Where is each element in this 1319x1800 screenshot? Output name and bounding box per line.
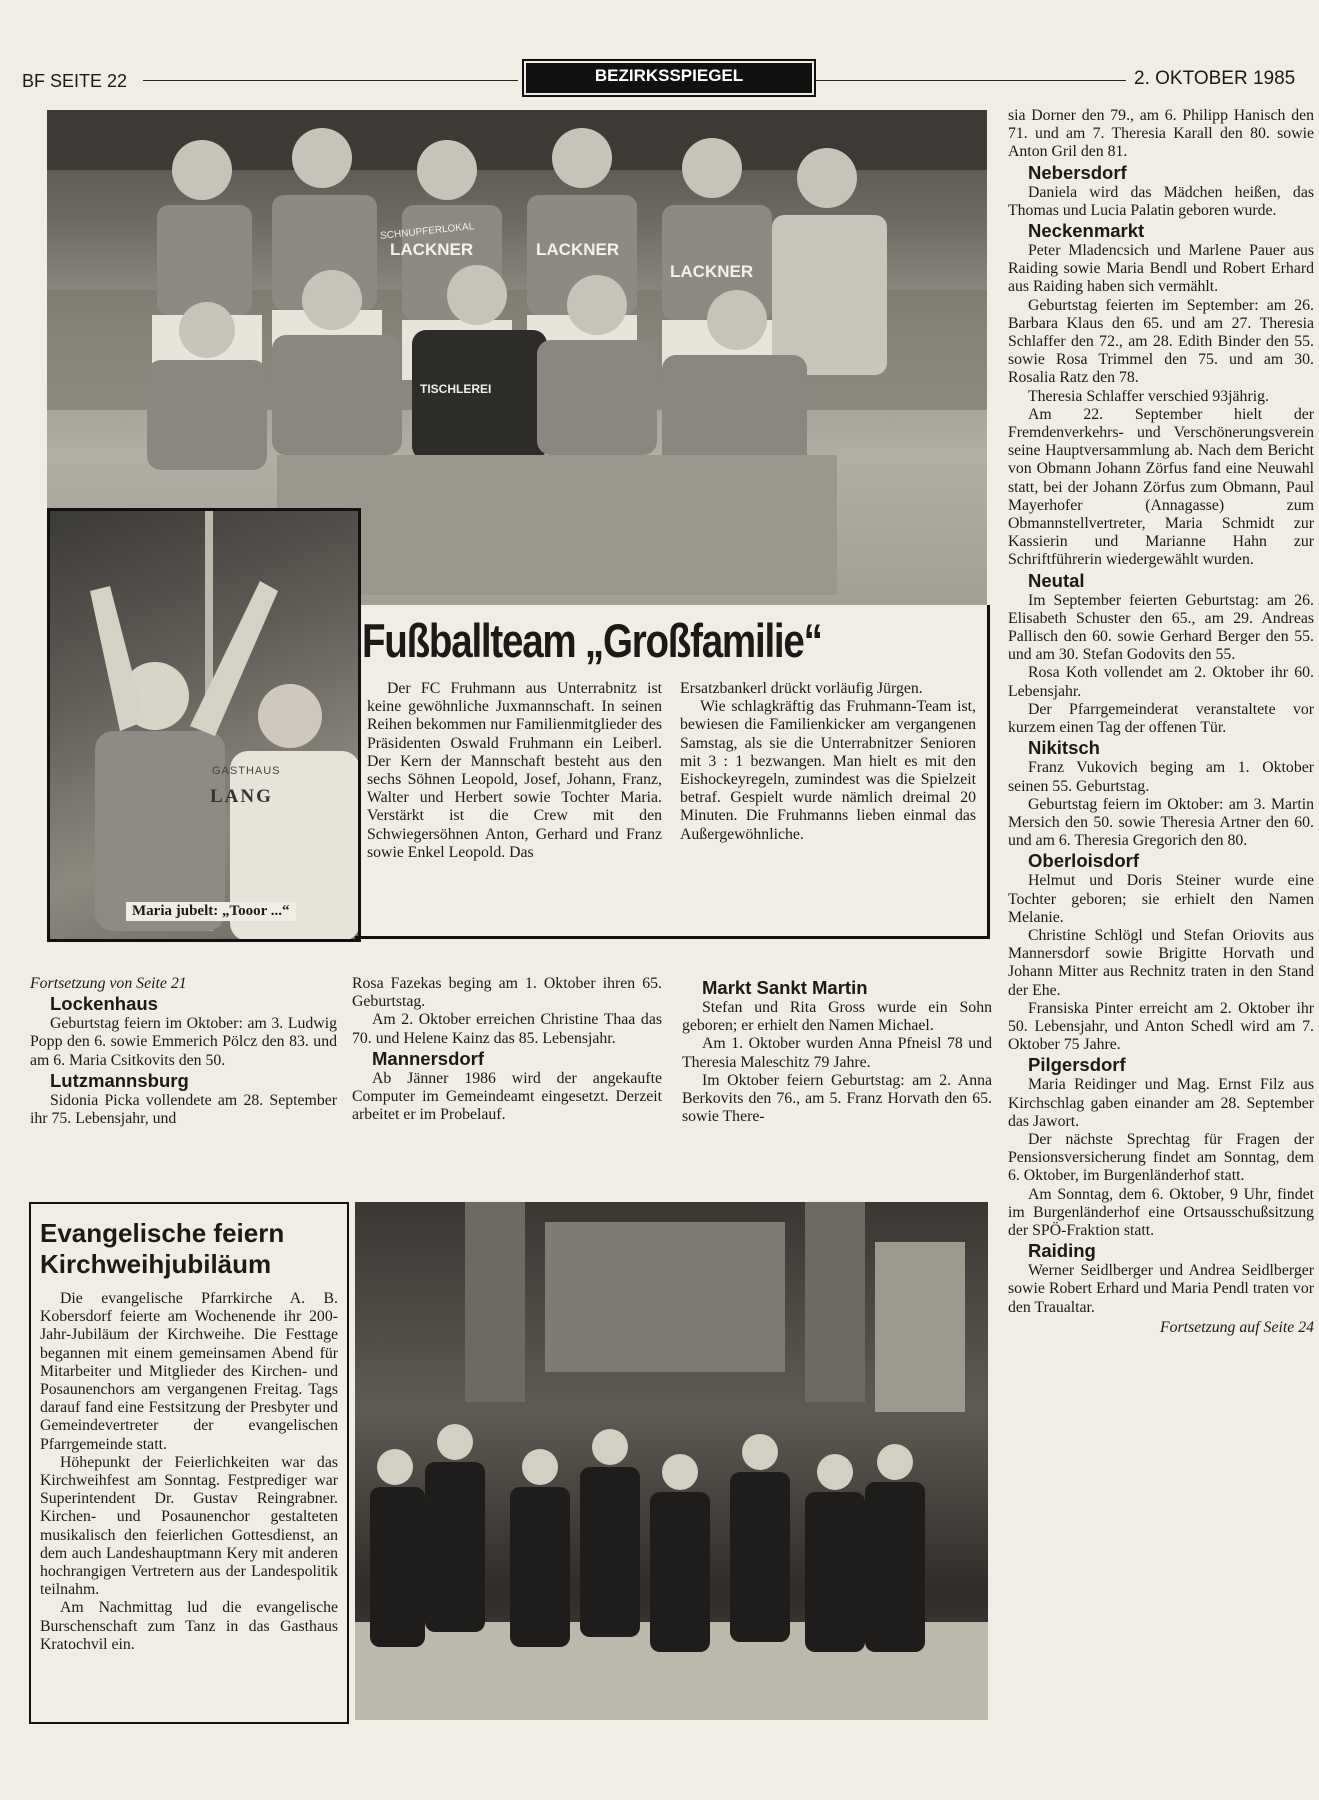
news-col-2	[352, 975, 662, 1124]
right-p0: sia Dorner den 79., am 6. Philipp Hanisch den 71. und am 7. Theresia Karall den 80. sowie Anton Gril den 81.	[1008, 107, 1314, 161]
mid-p2: Am 2. Oktober erreichen Christine Thaa das 70. und Helene Kainz das 85. Lebensjahr.	[352, 1011, 662, 1047]
football-paragraph-3: Wie schlagkräftig das Fruhmann-Team ist, bewiesen die Familienkicker am vergangenen Samstag, als sie die Unterrabnitzer Senioren mit 3 : 1 bezwangen. Man hielt es mit den Eishockeyregeln, zumindest was die Spielzeit betraf. Gespielt wurde nämlich dreimal 20 Minuten. Die Fruhmanns lieben einmal das Außergewöhnliche.	[680, 698, 976, 843]
neckenmarkt-p3: Theresia Schlaffer verschied 93jährig.	[1028, 387, 1269, 405]
lutzmannsburg-p1: Sidonia Picka vollendete am 28. September ihr 75. Lebensjahr, und	[30, 1091, 337, 1128]
oberloisdorf-p2: Christine Schlögl und Stefan Oriovits aus Mannersdorf sowie Brigitte Horvath und Johann Mitter aus Rechnitz traten in den Stand der Ehe.	[1008, 926, 1314, 999]
oberloisdorf-p3: Fransiska Pinter erreicht am 2. Oktober ihr 50. Lebensjahr, und Anton Schedl wird am 7. Oktober 75 Jahre.	[1008, 999, 1314, 1054]
continued-from-note: Fortsetzung von Seite 21	[30, 975, 187, 992]
neckenmarkt-p2: Geburtstag feierten im September: am 26. Barbara Klaus den 65. und am 27. Theresia Schlaffer den 72., am 28. Edith Binder den 55. sowie Rosa Trimmel den 75. und am 30. Rosalia Ratz den 78.	[1008, 296, 1314, 387]
heading-neckenmarkt: Neckenmarkt	[1028, 220, 1145, 242]
heading-lutzmannsburg: Lutzmannsburg	[50, 1069, 189, 1091]
heading-mannersdorf: Mannersdorf	[372, 1047, 485, 1069]
heading-raiding: Raiding	[1028, 1240, 1096, 1262]
heading-nikitsch: Nikitsch	[1028, 737, 1100, 759]
markt-p2: Am 1. Oktober wurden Anna Pfneisl 78 und Theresia Maleschitz 79 Jahre.	[682, 1035, 992, 1071]
issue-date: 2. OKTOBER 1985	[1134, 68, 1296, 89]
football-col-2	[680, 680, 976, 844]
pilgersdorf-p2: Der nächste Sprechtag für Fragen der Pensionsversicherung findet am Sonntag, dem 6. Oktober, im Burgenländerhof statt.	[1008, 1130, 1314, 1185]
football-headline: Fußballteam „Großfamilie“	[362, 614, 822, 667]
evangelisch-body	[40, 1290, 338, 1654]
pilgersdorf-p1: Maria Reidinger und Mag. Ernst Filz aus Kirchschlag gaben einander am 28. September das Jawort.	[1008, 1076, 1314, 1130]
jersey-sponsor-small: SCHNUPFERLOKAL	[379, 221, 475, 242]
neutal-p3: Der Pfarrgemeinderat veranstaltete vor kurzem einen Tag der offenen Tür.	[1008, 700, 1314, 737]
news-col-1	[30, 975, 337, 1128]
jersey-text-5: TISCHLEREI	[420, 382, 492, 396]
inset-photo-maria	[47, 508, 361, 942]
lockenhaus-p1: Geburtstag feiern im Oktober: am 3. Ludwig Popp den 6. sowie Emmerich Pölcz den 83. und am 6. Maria Csitkovits den 50.	[30, 1015, 337, 1069]
oberloisdorf-p1: Helmut und Doris Steiner wurde eine Tochter geboren; sie erhielt den Namen Melanie.	[1008, 872, 1314, 926]
evangelisch-headline: Evangelische feiern Kirchweihjubiläum	[40, 1218, 285, 1279]
jersey-text-3: LACKNER	[536, 240, 620, 259]
jersey-text-4: LACKNER	[670, 262, 754, 281]
evangelisch-p2: Höhepunkt der Feierlichkeiten war das Kirchweihfest am Sonntag. Festprediger war Superintendent Dr. Gustav Reingrabner. Kirchen- und Posaunenchor gestalteten musikalisch den feierlichen Gottesdienst, an dem auch Landeshauptmann Kery mit anderen hochrangigen Vertretern aus der Landespolitik teilnahm.	[40, 1453, 338, 1599]
jersey-text-2: LACKNER	[390, 240, 474, 259]
choir-photo	[355, 1202, 988, 1720]
mid-p1: Rosa Fazekas beging am 1. Oktober ihren 65. Geburtstag.	[352, 975, 662, 1011]
neckenmarkt-p1: Peter Mladencsich und Marlene Pauer aus Raiding sowie Maria Bendl und Robert Erhard aus Raiding haben sich vermählt.	[1008, 242, 1314, 296]
inset-jersey-gasthaus: GASTHAUS	[212, 765, 281, 777]
heading-oberloisdorf: Oberloisdorf	[1028, 850, 1140, 872]
heading-lockenhaus: Lockenhaus	[50, 993, 158, 1015]
masthead-rule-left	[143, 80, 518, 81]
neutal-p1: Im September feierten Geburtstag: am 26. Elisabeth Schuster den 65., am 29. Andreas Pallisch den 60. sowie Gerhard Berger den 55. und am 30. Stefan Godovits den 55.	[1008, 591, 1314, 664]
markt-p1: Stefan und Rita Gross wurde ein Sohn geboren; er erhielt den Namen Michael.	[682, 999, 992, 1035]
heading-neutal: Neutal	[1028, 569, 1085, 591]
heading-markt-sankt-martin: Markt Sankt Martin	[702, 977, 868, 998]
mannersdorf-p1: Ab Jänner 1986 wird der angekaufte Computer im Gemeindeamt eingesetzt. Derzeit arbeitet er im Probelauf.	[352, 1069, 662, 1124]
news-col-3	[682, 975, 992, 1126]
pilgersdorf-p3: Am Sonntag, dem 6. Oktober, 9 Uhr, findet im Burgenländerhof eine Ortsausschußsitzung der SPÖ-Fraktion statt.	[1008, 1185, 1314, 1239]
masthead-rule-right	[816, 80, 1126, 81]
news-col-right	[1008, 107, 1314, 1717]
football-paragraph-2: Ersatzbankerl drückt vorläufig Jürgen.	[680, 680, 923, 697]
continued-to-note: Fortsetzung auf Seite 24	[1159, 1318, 1314, 1336]
nikitsch-p2: Geburtstag feiern im Oktober: am 3. Martin Mersich den 50. sowie Theresia Artner den 60. und am 6. Theresia Gregorich den 80.	[1008, 795, 1314, 850]
neutal-p2: Rosa Koth vollendet am 2. Oktober ihr 60. Lebensjahr.	[1008, 664, 1314, 700]
heading-nebersdorf: Nebersdorf	[1028, 161, 1127, 183]
football-col-1	[367, 680, 662, 862]
markt-p3: Im Oktober feiern Geburtstag: am 2. Anna Berkovits den 76., am 5. Franz Horvath den 65. sowie There-	[682, 1071, 992, 1126]
nebersdorf-p1: Daniela wird das Mädchen heißen, das Thomas und Lucia Palatin geboren wurde.	[1008, 183, 1314, 219]
page-number: BF SEITE 22	[22, 71, 128, 91]
section-banner: BEZIRKSSPIEGEL	[522, 59, 816, 97]
inset-jersey-lang: LANG	[210, 786, 273, 807]
nikitsch-p1: Franz Vukovich beging am 1. Oktober seinen 55. Geburtstag.	[1008, 759, 1314, 795]
football-paragraph-1: Der FC Fruhmann aus Unterrabnitz ist keine gewöhnliche Juxmannschaft. In seinen Reihen bekommen nur Familienmitglieder des Präsidenten Oswald Fruhmann ein Leiberl. Der Kern der Mannschaft besteht aus den sechs Söhnen Leopold, Josef, Johann, Franz, Walter und Herbert sowie Tochter Maria. Verstärkt ist die Crew mit den Schwiegersöhnen Anton, Gerhard und Franz sowie Enkel Leopold. Das	[367, 680, 662, 861]
inset-photo-caption: Maria jubelt: „Tooor ...“	[126, 902, 296, 921]
evangelisch-p1: Die evangelische Pfarrkirche A. B. Kobersdorf feierte am Wochenende ihr 200-Jahr-Jubiläum der Kirchweihe. Die Festtage begannen mit einem gemeinsamen Abend für Mitarbeiter und Mitglieder des Kirchen- und Posaunenchors am vergangenen Freitag. Tags darauf fand eine Festsitzung der Presbyter und Gemeindevertreter der evangelischen Pfarrgemeinde statt.	[40, 1290, 338, 1453]
neckenmarkt-p4: Am 22. September hielt der Fremdenverkehrs- und Verschönerungsverein seine Hauptversammlung ab. Nach dem Bericht von Obmann Johann Zörfus fand eine Neuwahl statt, bei der Johann Zörfus zum Obmann, Paul Mayerhofer (Annagasse) zum Obmannstellvertreter, Maria Schmidt zur Kassierin und Marianne Hahn zur Schriftführerin wiedergewählt wurden.	[1008, 405, 1314, 569]
raiding-p1: Werner Seidlberger und Andrea Seidlberger sowie Robert Erhard und Maria Pendl traten vor den Traualtar.	[1008, 1262, 1314, 1316]
evangelisch-p3: Am Nachmittag lud die evangelische Burschenschaft zum Tanz in das Gasthaus Kratochvil ein.	[40, 1599, 338, 1653]
heading-pilgersdorf: Pilgersdorf	[1028, 1054, 1126, 1076]
